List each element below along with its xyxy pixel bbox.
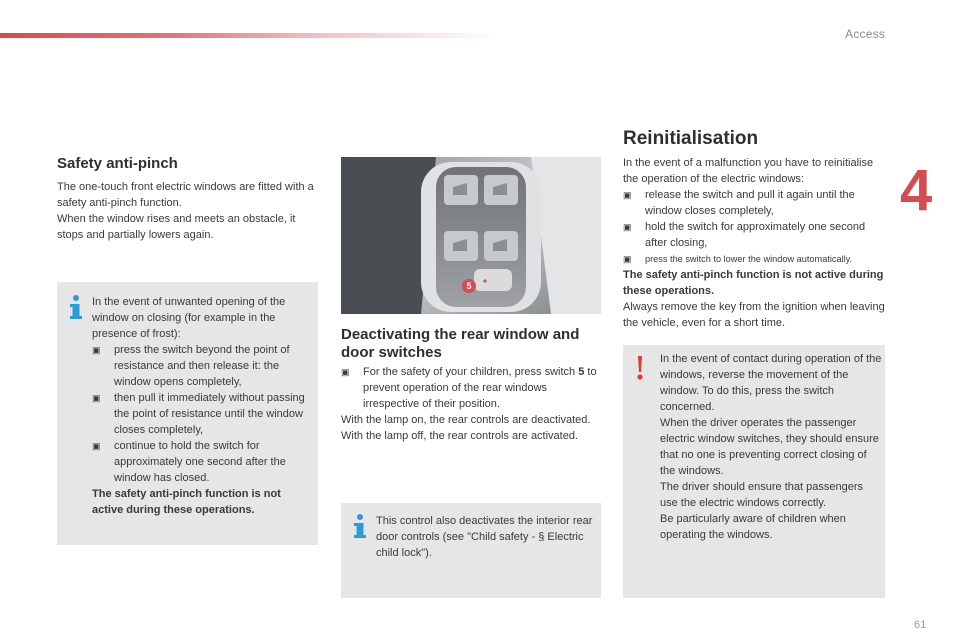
bullet-marker-icon: ▣ [92,441,101,451]
list-item [623,251,885,267]
reinitialisation-bold-note: The safety anti-pinch function is not active during these operations. [623,269,884,297]
info-box-left-bold-note: The safety anti-pinch function is not active during these operations. [92,488,281,516]
info-icon [67,294,85,320]
list-item-text: continue to hold the switch for approximately one second after the window has closed. [114,440,286,484]
list-item [623,187,885,219]
bullet-marker-icon: ▣ [92,393,101,403]
warning-line-4: Be particularly aware of children when operating the windows. [660,513,846,541]
list-item-text: then pull it immediately without passing the point of resistance until the window closes completely, [114,392,305,436]
list-item [92,390,314,438]
safety-anti-pinch-paragraph-2: When the window rises and meets an obstacle, it stops and partially lowers again. [57,213,296,241]
warning-line-1: In the event of contact during operation of the windows, reverse the movement of the window. To do this, press the switch concerned. [660,353,882,413]
switch-reference: 5 [578,366,585,378]
reinitialisation-heading: Reinitialisation [623,128,759,149]
bullet-marker-icon: ▣ [341,367,350,377]
deactivating-heading: Deactivating the rear window and door switches [341,326,580,361]
list-item-text: release the switch and pull it again until the window closes completely, [645,189,855,217]
chapter-number: 4 [900,158,933,223]
warning-line-2: When the driver operates the passenger electric window switches, they should ensure that no one is preventing correct closing of the windows. [660,417,879,477]
header-accent-bar [0,33,500,38]
list-item [92,438,314,486]
page-number: 61 [914,619,927,631]
warning-box [623,345,885,598]
reinitialisation-intro: In the event of a malfunction you have to reinitialise the operation of the electric windows: [623,157,874,185]
info-box-left [57,282,318,545]
bullet-marker-icon: ▣ [623,254,632,264]
bullet-marker-icon: ▣ [623,190,632,200]
lamp-on-text: With the lamp on, the rear controls are deactivated. [341,414,591,426]
info-icon [351,513,369,539]
safety-anti-pinch-heading: Safety anti-pinch [57,155,178,172]
list-item-text: hold the switch for approximately one second after closing, [645,221,866,249]
bullet-marker-icon: ▣ [92,345,101,355]
reinitialisation-body [623,155,885,331]
door-switch-photo [341,157,601,314]
list-item [341,364,603,412]
section-title: Access [845,27,885,41]
warning-box-content [660,351,882,543]
info-box-middle-text: This control also deactivates the interior rear door controls (see "Child safety - § Electric child lock"). [376,515,593,559]
safety-anti-pinch-body [57,179,319,243]
deactivating-body [341,364,603,444]
bullet-marker-icon: ▣ [623,222,632,232]
reinitialisation-closing: Always remove the key from the ignition when leaving the vehicle, even for a short time. [623,301,885,329]
callout-number: 5 [466,281,472,291]
info-box-middle [341,503,601,598]
warning-line-3: The driver should ensure that passengers use the electric windows correctly. [660,481,864,509]
list-item-text: For the safety of your children, press switch 5 to prevent operation of the rear windows irrespective of their position. [363,366,597,410]
list-item-text: press the switch beyond the point of resistance and then release it: the window opens completely, [114,344,290,388]
list-item [623,219,885,251]
safety-anti-pinch-paragraph-1: The one-touch front electric windows are fitted with a safety anti-pinch function. [57,181,314,209]
info-box-left-intro: In the event of unwanted opening of the window on closing (for example in the presence of frost): [92,296,286,340]
lamp-off-text: With the lamp off, the rear controls are activated. [341,430,579,442]
list-item-text: press the switch to lower the window automatically. [645,254,853,264]
list-item [92,342,314,390]
info-box-left-content [92,294,314,518]
warning-icon [631,355,649,381]
